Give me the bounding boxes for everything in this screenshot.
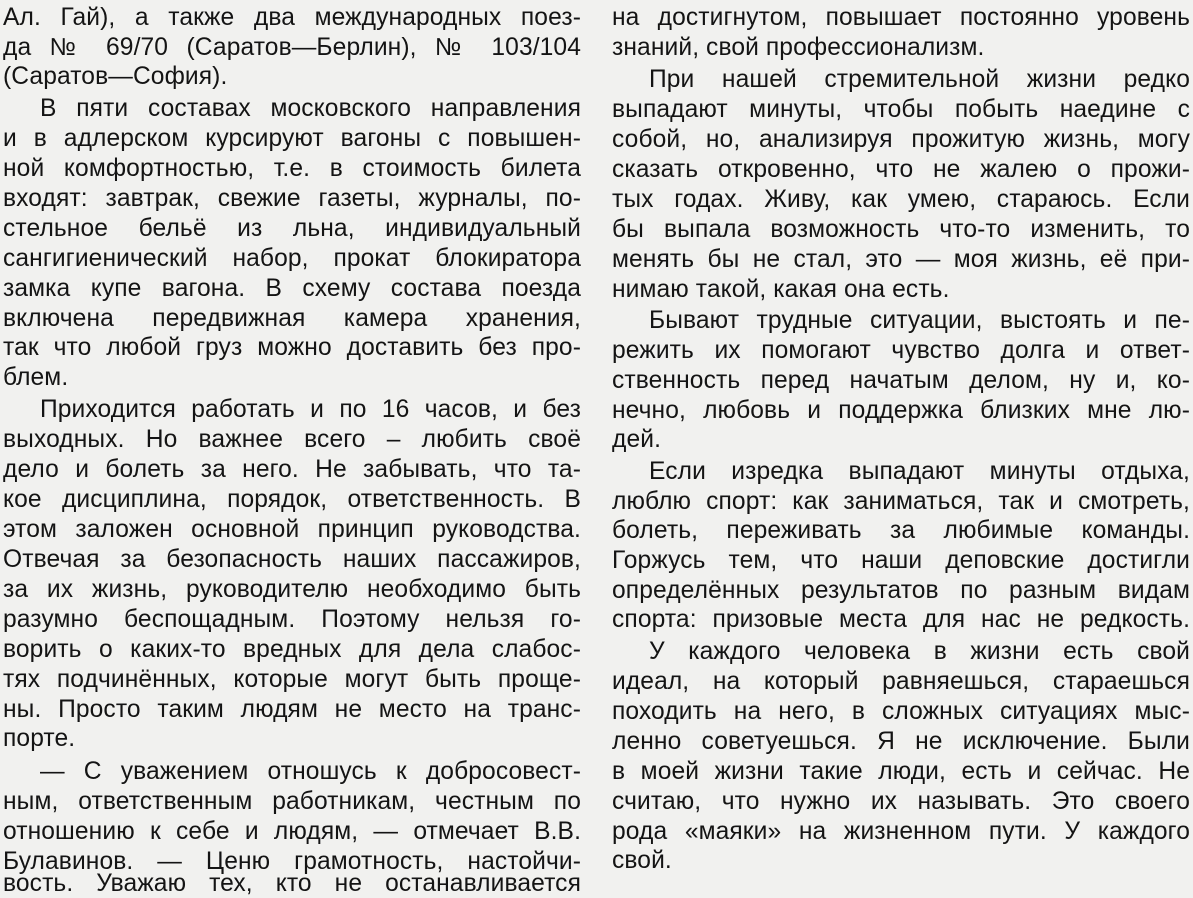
text-line: так что любой груз можно доставить без про- xyxy=(3,334,581,361)
text-line: блем. xyxy=(3,364,69,391)
paragraph-first-line: — С уважением отношусь к добросовест- xyxy=(40,758,581,785)
text-line: тых годах. Живу, как умею, стараюсь. Если xyxy=(612,186,1190,213)
text-line: кое дисциплина, порядок, ответственность. В xyxy=(3,486,581,513)
text-line: Горжусь тем, что наши деповские достигли xyxy=(612,547,1190,574)
text-line: нечно, любовь и поддержка близких мне лю- xyxy=(612,397,1190,424)
text-line: режить их помогают чувство долга и ответ- xyxy=(612,337,1190,364)
text-line: тях подчинённых, которые могут быть проще- xyxy=(3,666,581,693)
text-line: собой, но, анализируя прожитую жизнь, могу xyxy=(612,126,1190,153)
paragraph-first-line: У каждого человека в жизни есть свой xyxy=(649,638,1190,665)
text-line: ленно советуешься. Я не исключение. Были xyxy=(612,728,1190,755)
text-line: спорта: призовые места для нас не редкость. xyxy=(612,606,1190,633)
text-line: знаний, свой профессионализм. xyxy=(612,34,985,61)
text-line: ворить о каких-то вредных для дела слабос- xyxy=(3,636,581,663)
text-line: входят: завтрак, свежие газеты, журналы, по- xyxy=(3,185,581,212)
text-line: ным, ответственным работникам, честным по xyxy=(3,788,581,815)
text-line: рода «маяки» на жизненном пути. У каждого xyxy=(612,818,1190,845)
text-line: выходных. Но важнее всего – любить своё xyxy=(3,426,581,453)
text-line: Отвечая за безопасность наших пассажиров, xyxy=(3,546,581,573)
text-line: дело и болеть за него. Не забывать, что та- xyxy=(3,456,581,483)
text-line: порте. xyxy=(3,725,76,752)
text-line: ственность перед начатым делом, ну и, ко- xyxy=(612,367,1190,394)
text-line: в моей жизни такие люди, есть и сейчас. Не xyxy=(612,758,1190,785)
text-line: включена передвижная камера хранения, xyxy=(3,305,581,332)
text-line: считаю, что нужно их называть. Это своего xyxy=(612,788,1190,815)
text-line: (Саратов—София). xyxy=(3,63,228,90)
text-line: бы выпала возможность что-то изменить, то xyxy=(612,216,1190,243)
paragraph-first-line: Бывают трудные ситуации, выстоять и пе- xyxy=(649,307,1190,334)
text-line: отношению к себе и людям, — отмечает В.В. xyxy=(3,818,581,845)
text-line: на достигнутом, повышает постоянно уровень xyxy=(612,4,1190,31)
text-line: Булавинов. — Ценю грамотность, настойчи- xyxy=(3,848,581,875)
text-line: болеть, переживать за любимые команды. xyxy=(612,517,1190,544)
text-line: нимаю такой, какая она есть. xyxy=(612,276,950,303)
text-line: замка купе вагона. В схему состава поезда xyxy=(3,275,581,302)
text-line: походить на него, в сложных ситуациях мыс- xyxy=(612,698,1190,725)
text-line: ны. Просто таким людям не место на транс- xyxy=(3,696,581,723)
text-line: определённых результатов по разным видам xyxy=(612,577,1190,604)
text-line: сангигиенический набор, прокат блокиратора xyxy=(3,245,581,272)
paragraph-first-line: Если изредка выпадают минуты отдыха, xyxy=(649,458,1190,485)
text-line: и в адлерском курсируют вагоны с повышен- xyxy=(3,125,581,152)
text-line: разумно беспощадным. Поэтому нельзя го- xyxy=(3,606,581,633)
paragraph-first-line: При нашей стремительной жизни редко xyxy=(649,66,1190,93)
text-line: за их жизнь, руководителю необходимо быть xyxy=(3,576,581,603)
text-line: ной комфортностью, т.е. в стоимость билета xyxy=(3,155,581,182)
text-line: стельное бельё из льна, индивидуальный xyxy=(3,215,581,242)
text-line: сказать откровенно, что не жалею о прожи- xyxy=(612,156,1190,183)
text-line: менять бы не стал, это — моя жизнь, её при- xyxy=(612,246,1190,273)
text-line: дей. xyxy=(612,426,661,453)
text-line: свой. xyxy=(612,847,672,874)
text-line: да № 69/70 (Саратов—Берлин), № 103/104 xyxy=(3,34,581,61)
text-line: люблю спорт: как заниматься, так и смотреть, xyxy=(612,488,1190,515)
text-line: идеал, на который равняешься, стараешься xyxy=(612,668,1190,695)
text-line: выпадают минуты, чтобы побыть наедине с xyxy=(612,96,1190,123)
paragraph-first-line: В пяти составах московского направления xyxy=(40,95,581,122)
text-line: вость. Уважаю тех, кто не останавливается xyxy=(3,870,581,897)
text-line: этом заложен основной принцип руководства. xyxy=(3,516,581,543)
text-line: Ал. Гай), а также два международных поез- xyxy=(3,4,581,31)
paragraph-first-line: Приходится работать и по 16 часов, и без xyxy=(40,396,581,423)
